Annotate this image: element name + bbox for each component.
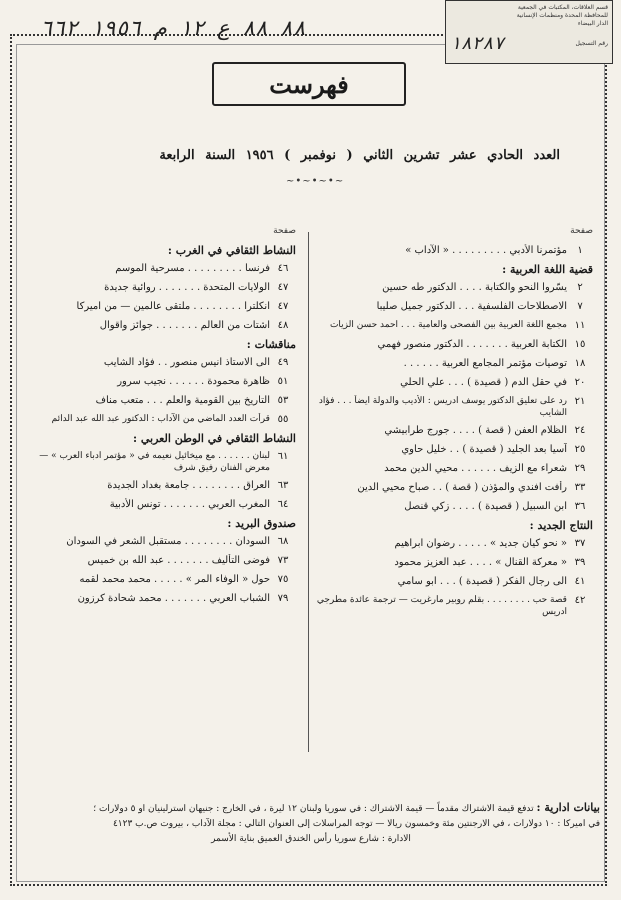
toc-entry-text: « نحو كيان جديد » . . . . . رضوان ابراهيم <box>394 538 567 549</box>
toc-entry <box>28 394 296 408</box>
page-title <box>212 62 406 106</box>
toc-entry-page: ٢٤ <box>574 425 586 436</box>
section-title-arab-culture: النشاط الثقافي في الوطن العربي : <box>132 432 296 445</box>
stamp-line-3: الدار البيضاء <box>577 20 608 27</box>
toc-entry <box>301 338 593 352</box>
toc-entry <box>28 498 296 512</box>
stamp-label: رقم التسجيل <box>575 40 608 47</box>
toc-entry <box>301 281 593 295</box>
toc-entry-page: ٤٧ <box>277 282 289 293</box>
left-section1-list <box>28 262 296 333</box>
toc-entry-text: قصة حب . . . . . . . . بقلم روبير مارغريت — ترجمة عائدة مطرجي ادريس <box>316 595 567 617</box>
toc-entry-page: ٧٣ <box>277 555 289 566</box>
toc-entry-text: رد على تعليق الدكتور يوسف ادريس : الأديب والدولة ايضاً . . . فؤاد الشايب <box>318 396 567 418</box>
toc-entry-text: فوضى التأليف . . . . . . . عبد الله بن خميس <box>87 555 270 566</box>
toc-entry-page: ٦٣ <box>277 480 289 491</box>
toc-entry-page: ٤٨ <box>277 320 289 331</box>
handwritten-reference: ٨٨ ٨٨ ع ١٢ م ١٩٥٦ ٦٦٢ <box>40 16 306 40</box>
section-title-new-production: النتاج الجديد : <box>529 519 593 532</box>
toc-entry-page: ٤٦ <box>277 263 289 274</box>
toc-entry <box>301 556 593 570</box>
footer-line-3: الادارة : شارع سوريا رأس الخندق العميق بناية الأسمر <box>211 834 411 844</box>
toc-entry <box>301 443 593 457</box>
toc-entry <box>301 481 593 495</box>
toc-entry <box>28 554 296 568</box>
toc-entry <box>28 356 296 370</box>
toc-entry-text: السودان . . . . . . . . مستقبل الشعر في السودان <box>66 536 270 547</box>
toc-entry-text: رأفت افندي والمؤذن ( قصة ) . . صباح محيي الدين <box>357 482 567 493</box>
toc-entry <box>301 376 593 390</box>
toc-entry-page: ٢٠ <box>574 377 586 388</box>
toc-entry-page: ٤٢ <box>574 595 586 606</box>
toc-entry <box>301 424 593 438</box>
toc-entry <box>301 357 593 371</box>
admin-footer <box>22 800 600 847</box>
stamp-line-2: للمحافظة المحدة ومنظمات الإنسانية <box>516 12 608 19</box>
toc-entry-text: حول « الوفاء المر » . . . . . محمد محمد لقمه <box>79 574 270 585</box>
toc-left-column <box>28 224 296 611</box>
toc-entry-text: لبنان . . . . . . مع ميخائيل نعيمه في « مؤتمر ادباء العرب » — معرض الفنان رفيق شرف <box>39 451 270 473</box>
toc-entry-page: ٧٩ <box>277 593 289 604</box>
toc-entry-page: ٤١ <box>574 576 586 587</box>
section-title-discussions: مناقشات : <box>246 338 296 351</box>
toc-entry-text: توصيات مؤتمر المجامع العربية . . . . . . <box>403 358 567 369</box>
toc-entry-page: ٦٤ <box>277 499 289 510</box>
left-section2-list <box>28 356 296 427</box>
toc-entry <box>28 535 296 549</box>
section-title-west-culture: النشاط الثقافي في الغرب : <box>167 244 296 257</box>
toc-entry <box>301 300 593 314</box>
footer-line-2: في اميركا : ١٠ دولارات ، في الارجنتين مئة وخمسون ريالا — توجه المراسلات إلى العنوان التالي : مجلة الآداب ، بيروت ص.ب ٤١٢٣ <box>112 819 600 829</box>
toc-entry <box>28 479 296 493</box>
toc-entry <box>301 395 593 419</box>
toc-entry-page: ٢ <box>577 282 583 293</box>
toc-entry-page: ٧ <box>577 301 583 312</box>
footer-line-1: تدفع قيمة الاشتراك مقدماً — قيمة الاشتراك : في سوريا ولبنان ١٢ ليرة ، في الخارج : جنيهان استرلينيان او ٥ دولارات ؛ <box>93 804 534 814</box>
toc-entry-page: ٣٦ <box>574 501 586 512</box>
toc-entry <box>28 319 296 333</box>
toc-entry <box>301 244 593 258</box>
toc-entry-text: فرنسا . . . . . . . . . مسرحية الموسم <box>115 263 270 274</box>
toc-entry-text: الولايات المتحدة . . . . . . . روائية جديدة <box>104 282 270 293</box>
footer-title: بيانات ادارية : <box>536 801 600 814</box>
toc-entry-text: التاريخ بين القومية والعلم . . . متعب مناف <box>95 395 270 406</box>
toc-entry-text: في حقل الدم ( قصيدة ) . . . علي الحلي <box>400 377 567 388</box>
toc-entry <box>301 575 593 589</box>
toc-entry <box>28 413 296 427</box>
toc-entry <box>28 262 296 276</box>
toc-entry <box>301 462 593 476</box>
toc-entry-text: الى رجال الفكر ( قصيدة ) . . . ابو سامي <box>397 576 567 587</box>
section-title-mailbox: صندوق البريد : <box>227 517 296 530</box>
toc-entry-text: قرأت العدد الماضي من الآداب : الدكتور عبد الله عبد الدائم <box>51 414 270 424</box>
toc-entry-page: ٢١ <box>574 396 586 407</box>
toc-entry-page: ١١ <box>574 320 586 331</box>
toc-entry-page: ٦١ <box>277 451 289 462</box>
toc-entry-text: الشباب العربي . . . . . . . محمد شحادة كرزون <box>77 593 270 604</box>
toc-entry-text: الكتابة العربية . . . . . . . الدكتور منصور فهمي <box>377 339 567 350</box>
toc-entry <box>28 450 296 474</box>
toc-entry-text: ظاهرة محمودة . . . . . . نجيب سرور <box>117 376 270 387</box>
toc-entry <box>301 319 593 333</box>
toc-entry-page: ٥١ <box>277 376 289 387</box>
ornament-separator: ~•~•~•~ <box>286 176 345 187</box>
left-column-header: صفحة <box>273 226 296 236</box>
toc-entry <box>28 300 296 314</box>
right-section1-list <box>301 281 593 514</box>
toc-entry-text: آسيا بعد الجليد ( قصيدة ) . . خليل حاوي <box>401 444 567 455</box>
toc-entry-page: ١ <box>577 245 583 256</box>
section-title-arabic-language: قضية اللغة العربية : <box>502 263 593 276</box>
toc-entry-page: ١٨ <box>574 358 586 369</box>
toc-entry-page: ٣٧ <box>574 538 586 549</box>
right-section2-list <box>301 537 593 618</box>
toc-entry-text: الظلام العفن ( قصة ) . . . . جورج طرابيشي <box>384 425 567 436</box>
toc-right-column <box>301 224 593 623</box>
toc-entry-page: ٣٣ <box>574 482 586 493</box>
toc-entry-text: مجمع اللغة العربية بين الفصحى والعامية . . . احمد حسن الزيات <box>329 320 567 330</box>
toc-entry-text: ابن السبيل ( قصيدة ) . . . . زكي قنصل <box>404 501 567 512</box>
toc-entry-text: انكلترا . . . . . . . . ملتقى عالمين — من اميركا <box>76 301 270 312</box>
stamp-line-1: قسم العلاقات، المكتبات في الجمعية <box>517 4 608 11</box>
toc-entry-page: ١٥ <box>574 339 586 350</box>
toc-entry-text: شعراء مع الزيف . . . . . . محيي الدين محمد <box>384 463 567 474</box>
toc-entry <box>28 573 296 587</box>
toc-entry-text: اشتات من العالم . . . . . . . جوائز واقوال <box>99 320 270 331</box>
toc-entry <box>301 500 593 514</box>
stamp-number: ١٨٢٨٧ <box>450 33 505 54</box>
toc-entry <box>28 592 296 606</box>
toc-entry-page: ٥٥ <box>277 414 289 425</box>
toc-entry-page: ٧٥ <box>277 574 289 585</box>
library-stamp <box>445 0 613 64</box>
toc-entry-text: « معركة القنال » . . . . عبد العزيز محمود <box>394 557 567 568</box>
toc-entry-page: ٢٥ <box>574 444 586 455</box>
toc-entry-text: الى الاستاذ انيس منصور . . فؤاد الشايب <box>103 357 270 368</box>
page-title-text: فهرست <box>269 69 349 99</box>
toc-entry-text: المغرب العربي . . . . . . . تونس الأدبية <box>109 499 270 510</box>
toc-entry <box>301 537 593 551</box>
left-section3-list <box>28 450 296 512</box>
toc-entry <box>28 281 296 295</box>
issue-line: العدد الحادي عشر تشرين الثاني ( نوفمبر ) ١٩٥٦ السنة الرابعة <box>159 148 560 163</box>
toc-entry-page: ٤٧ <box>277 301 289 312</box>
toc-entry-page: ٤٩ <box>277 357 289 368</box>
right-column-header: صفحة <box>570 226 593 236</box>
right-top-list <box>301 244 593 258</box>
toc-entry-text: الاصطلاحات الفلسفية . . . الدكتور جميل صليبا <box>376 301 567 312</box>
toc-entry-text: يسّروا النحو والكتابة . . . . الدكتور طه حسين <box>382 282 567 293</box>
toc-entry-page: ٢٩ <box>574 463 586 474</box>
toc-entry <box>301 594 593 618</box>
toc-entry-text: العراق . . . . . . . . جامعة بغداد الجديدة <box>107 480 270 491</box>
left-section4-list <box>28 535 296 606</box>
toc-entry-page: ٣٩ <box>574 557 586 568</box>
toc-entry <box>28 375 296 389</box>
toc-entry-text: مؤتمرنا الأدبي . . . . . . . . . « الآداب » <box>405 245 567 256</box>
toc-entry-page: ٥٣ <box>277 395 289 406</box>
toc-entry-page: ٦٨ <box>277 536 289 547</box>
